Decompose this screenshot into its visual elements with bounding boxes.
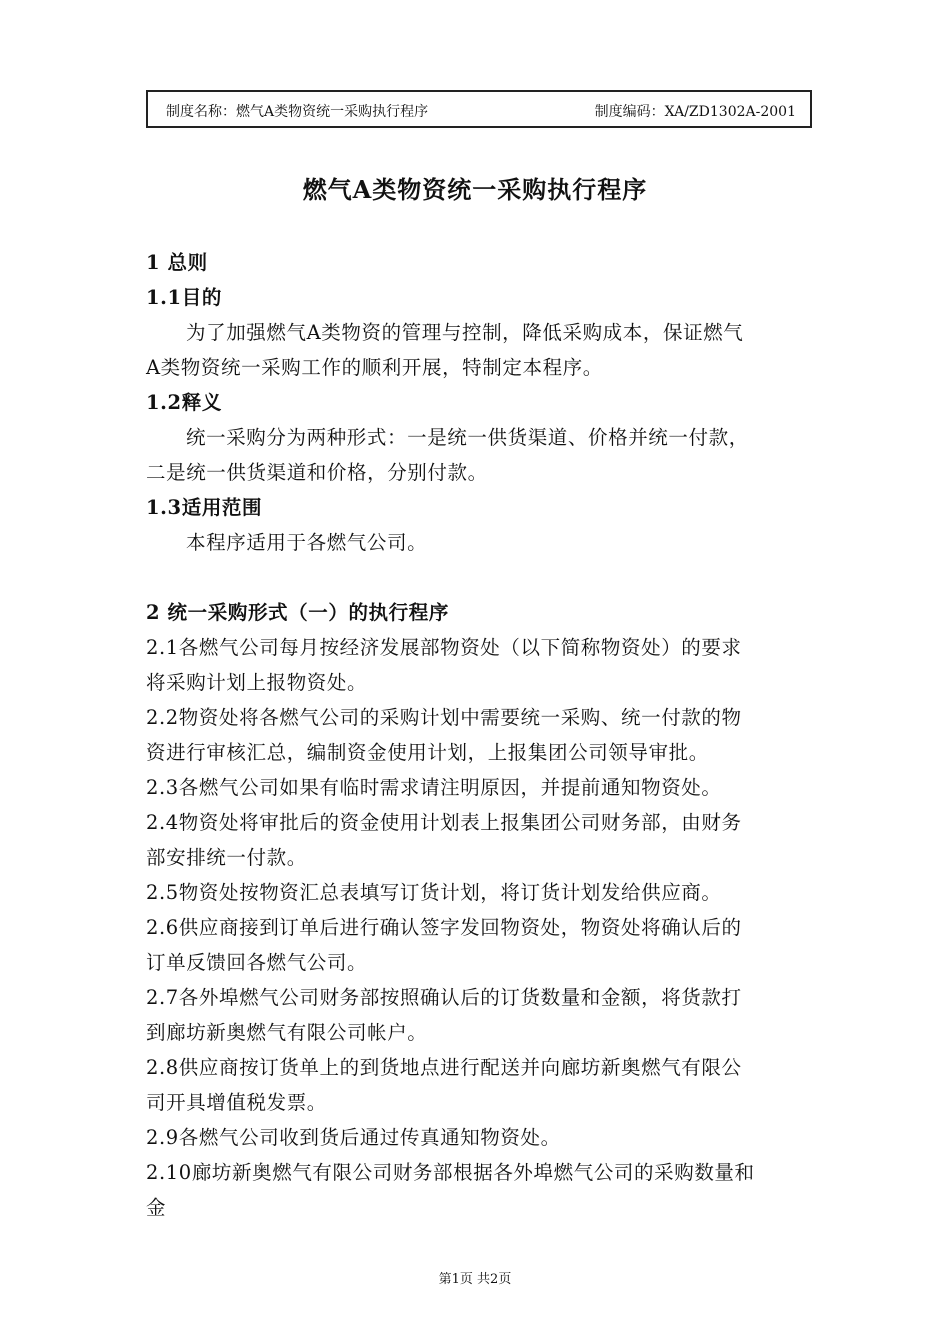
- paragraph-line: 司开具增值税发票。: [146, 1091, 327, 1114]
- paragraph-line: 2.2物资处将各燃气公司的采购计划中需要统一采购、统一付款的物: [146, 706, 742, 729]
- paragraph-line: 2.9各燃气公司收到货后通过传真通知物资处。: [146, 1126, 561, 1149]
- subsection-heading: 1.2释义: [146, 391, 222, 414]
- document-title: 燃气A类物资统一采购执行程序: [302, 175, 648, 204]
- paragraph-line: 2.6供应商接到订单后进行确认签字发回物资处，物资处将确认后的: [146, 916, 742, 939]
- paragraph-line: 本程序适用于各燃气公司。: [186, 531, 428, 554]
- paragraph-line: A类物资统一采购工作的顺利开展，特制定本程序。: [146, 356, 603, 379]
- paragraph-line: 2.7各外埠燃气公司财务部按照确认后的订货数量和金额，将货款打: [146, 986, 742, 1009]
- paragraph-line: 2.10廊坊新奥燃气有限公司财务部根据各外埠燃气公司的采购数量和: [146, 1161, 755, 1184]
- paragraph-line: 金: [146, 1196, 167, 1219]
- paragraph-line: 将采购计划上报物资处。: [146, 671, 368, 694]
- paragraph-line: 部安排统一付款。: [146, 846, 307, 869]
- paragraph-line: 2.1各燃气公司每月按经济发展部物资处（以下简称物资处）的要求: [146, 636, 742, 659]
- paragraph-line: 资进行审核汇总，编制资金使用计划，上报集团公司领导审批。: [146, 741, 709, 764]
- subsection-heading: 1.3适用范围: [146, 496, 263, 519]
- section-heading: 1 总则: [146, 251, 208, 274]
- regulation-name: 制度名称：燃气A类物资统一采购执行程序: [166, 104, 429, 120]
- paragraph-line: 到廊坊新奥燃气有限公司帐户。: [146, 1021, 428, 1044]
- paragraph-line: 2.4物资处将审批后的资金使用计划表上报集团公司财务部，由财务: [146, 811, 742, 834]
- paragraph-line: 2.8供应商按订货单上的到货地点进行配送并向廊坊新奥燃气有限公: [146, 1056, 742, 1079]
- paragraph-line: 2.3各燃气公司如果有临时需求请注明原因，并提前通知物资处。: [146, 776, 722, 799]
- section-heading: 2 统一采购形式（一）的执行程序: [146, 601, 449, 624]
- paragraph-line: 二是统一供货渠道和价格，分别付款。: [146, 461, 488, 484]
- paragraph-line: 统一采购分为两种形式：一是统一供货渠道、价格并统一付款，: [186, 426, 749, 449]
- paragraph-line: 2.5物资处按物资汇总表填写订货计划，将订货计划发给供应商。: [146, 881, 722, 904]
- paragraph-line: 订单反馈回各燃气公司。: [146, 951, 368, 974]
- page-number: 第1页 共2页: [438, 1272, 512, 1287]
- regulation-code: 制度编码：XA/ZD1302A-2001: [594, 104, 796, 120]
- subsection-heading: 1.1目的: [146, 286, 222, 309]
- paragraph-line: 为了加强燃气A类物资的管理与控制，降低采购成本，保证燃气: [186, 321, 744, 344]
- document-header: [146, 90, 812, 128]
